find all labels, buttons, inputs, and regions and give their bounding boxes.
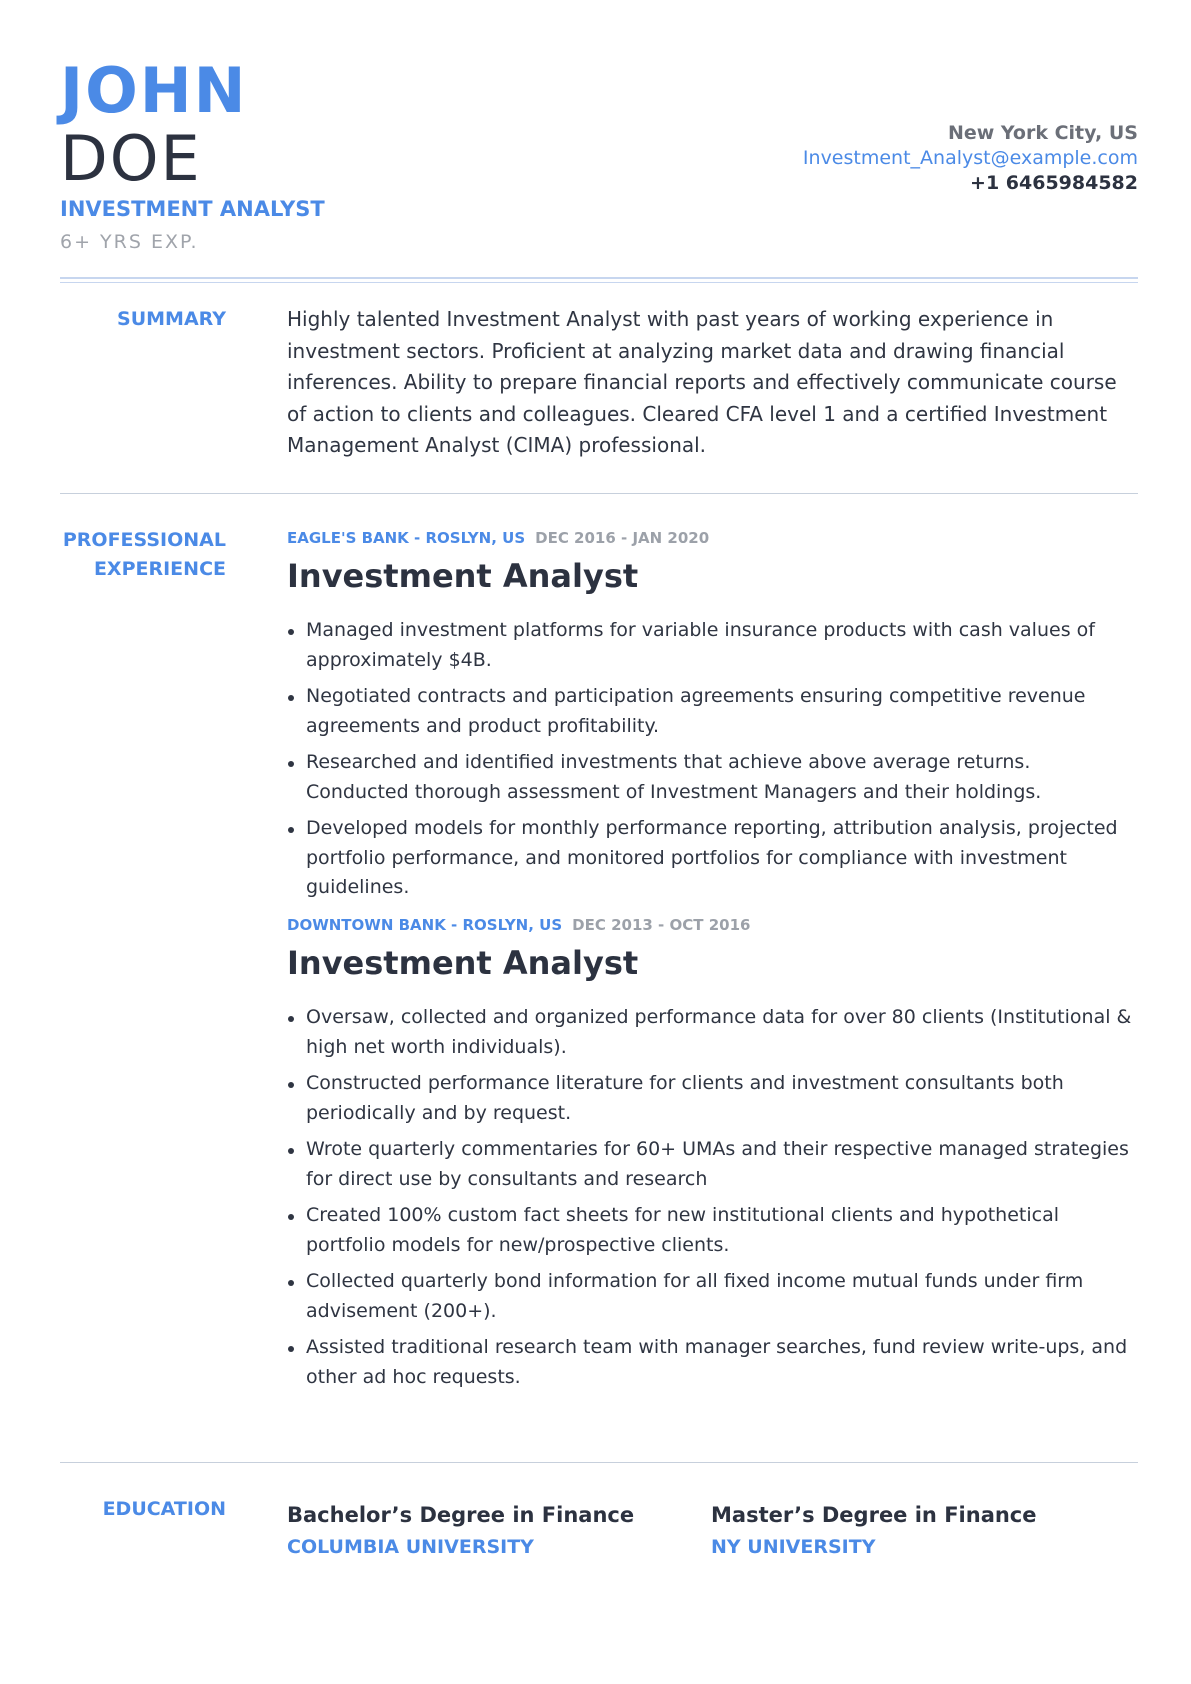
section-label-line: PROFESSIONAL [62,529,226,551]
job-role: Investment Analyst [287,557,639,595]
phone-number: +1 6465984582 [970,172,1138,194]
job-meta [287,528,1137,548]
section-divider [60,493,1138,494]
job-bullets [287,616,1137,903]
section-label-education: EDUCATION [102,1498,226,1520]
location: New York City, US [947,122,1138,144]
job-dates: DEC 2016 - JAN 2020 [535,529,710,547]
school-name: NY UNIVERSITY [711,1536,876,1558]
education-item [711,1500,1037,1562]
job-entry [287,915,1137,1399]
bullet-item: Oversaw, collected and organized performance data for over 80 clients (Institutional & high net worth individuals). [287,1003,1137,1062]
bullet-item: Collected quarterly bond information for all fixed income mutual funds under firm advisement (200+). [287,1267,1137,1326]
job-role: Investment Analyst [287,944,639,982]
section-label-summary: SUMMARY [117,308,226,330]
job-dates: DEC 2013 - OCT 2016 [572,916,751,934]
section-divider [60,1462,1138,1463]
job-bullets [287,1003,1137,1392]
section-label-experience [60,526,226,584]
bullet-item: Negotiated contracts and participation agreements ensuring competitive revenue agreements and product profitability. [287,682,1137,741]
email-link[interactable]: Investment_Analyst@example.com [802,147,1138,169]
job-entry [287,528,1137,910]
degree-name: Master’s Degree in Finance [711,1503,1037,1527]
last-name: DOE [60,122,202,195]
degree-name: Bachelor’s Degree in Finance [287,1503,635,1527]
school-name: COLUMBIA UNIVERSITY [287,1536,534,1558]
job-company: EAGLE'S BANK - ROSLYN, US [287,529,526,547]
contact-block [803,121,1138,196]
bullet-item: Created 100% custom fact sheets for new institutional clients and hypothetical portfolio models for new/prospective clients. [287,1201,1137,1260]
years-experience: 6+ YRS EXP. [60,231,199,253]
bullet-item: Wrote quarterly commentaries for 60+ UMAs and their respective managed strategies for direct use by consultants and research [287,1135,1137,1194]
bullet-item: Assisted traditional research team with manager searches, fund review write-ups, and other ad hoc requests. [287,1333,1137,1392]
header-divider [60,277,1138,283]
section-label-line: EXPERIENCE [93,558,226,580]
headline-title: INVESTMENT ANALYST [60,197,325,221]
bullet-item: Constructed performance literature for clients and investment consultants both periodically and by request. [287,1069,1137,1128]
bullet-item: Managed investment platforms for variable insurance products with cash values of approximately $4B. [287,616,1137,675]
bullet-item: Researched and identified investments that achieve above average returns. Conducted thorough assessment of Investment Managers and their holdings. [287,748,1137,807]
summary-text: Highly talented Investment Analyst with past years of working experience in investment sectors. Proficient at analyzing market data and drawing financial inferences. Ability to prepare financial reports and effectively communicate course of action to clients and colleagues. Cleared CFA level 1 and a certified Investment Management Analyst (CIMA) professional. [287,307,1117,457]
job-meta [287,915,1137,935]
education-item [287,1500,634,1562]
first-name: JOHN [60,54,248,127]
summary-section [287,304,1137,462]
bullet-item: Developed models for monthly performance reporting, attribution analysis, projected portfolio performance, and monitored portfolios for compliance with investment guidelines. [287,814,1137,903]
job-company: DOWNTOWN BANK - ROSLYN, US [287,916,563,934]
